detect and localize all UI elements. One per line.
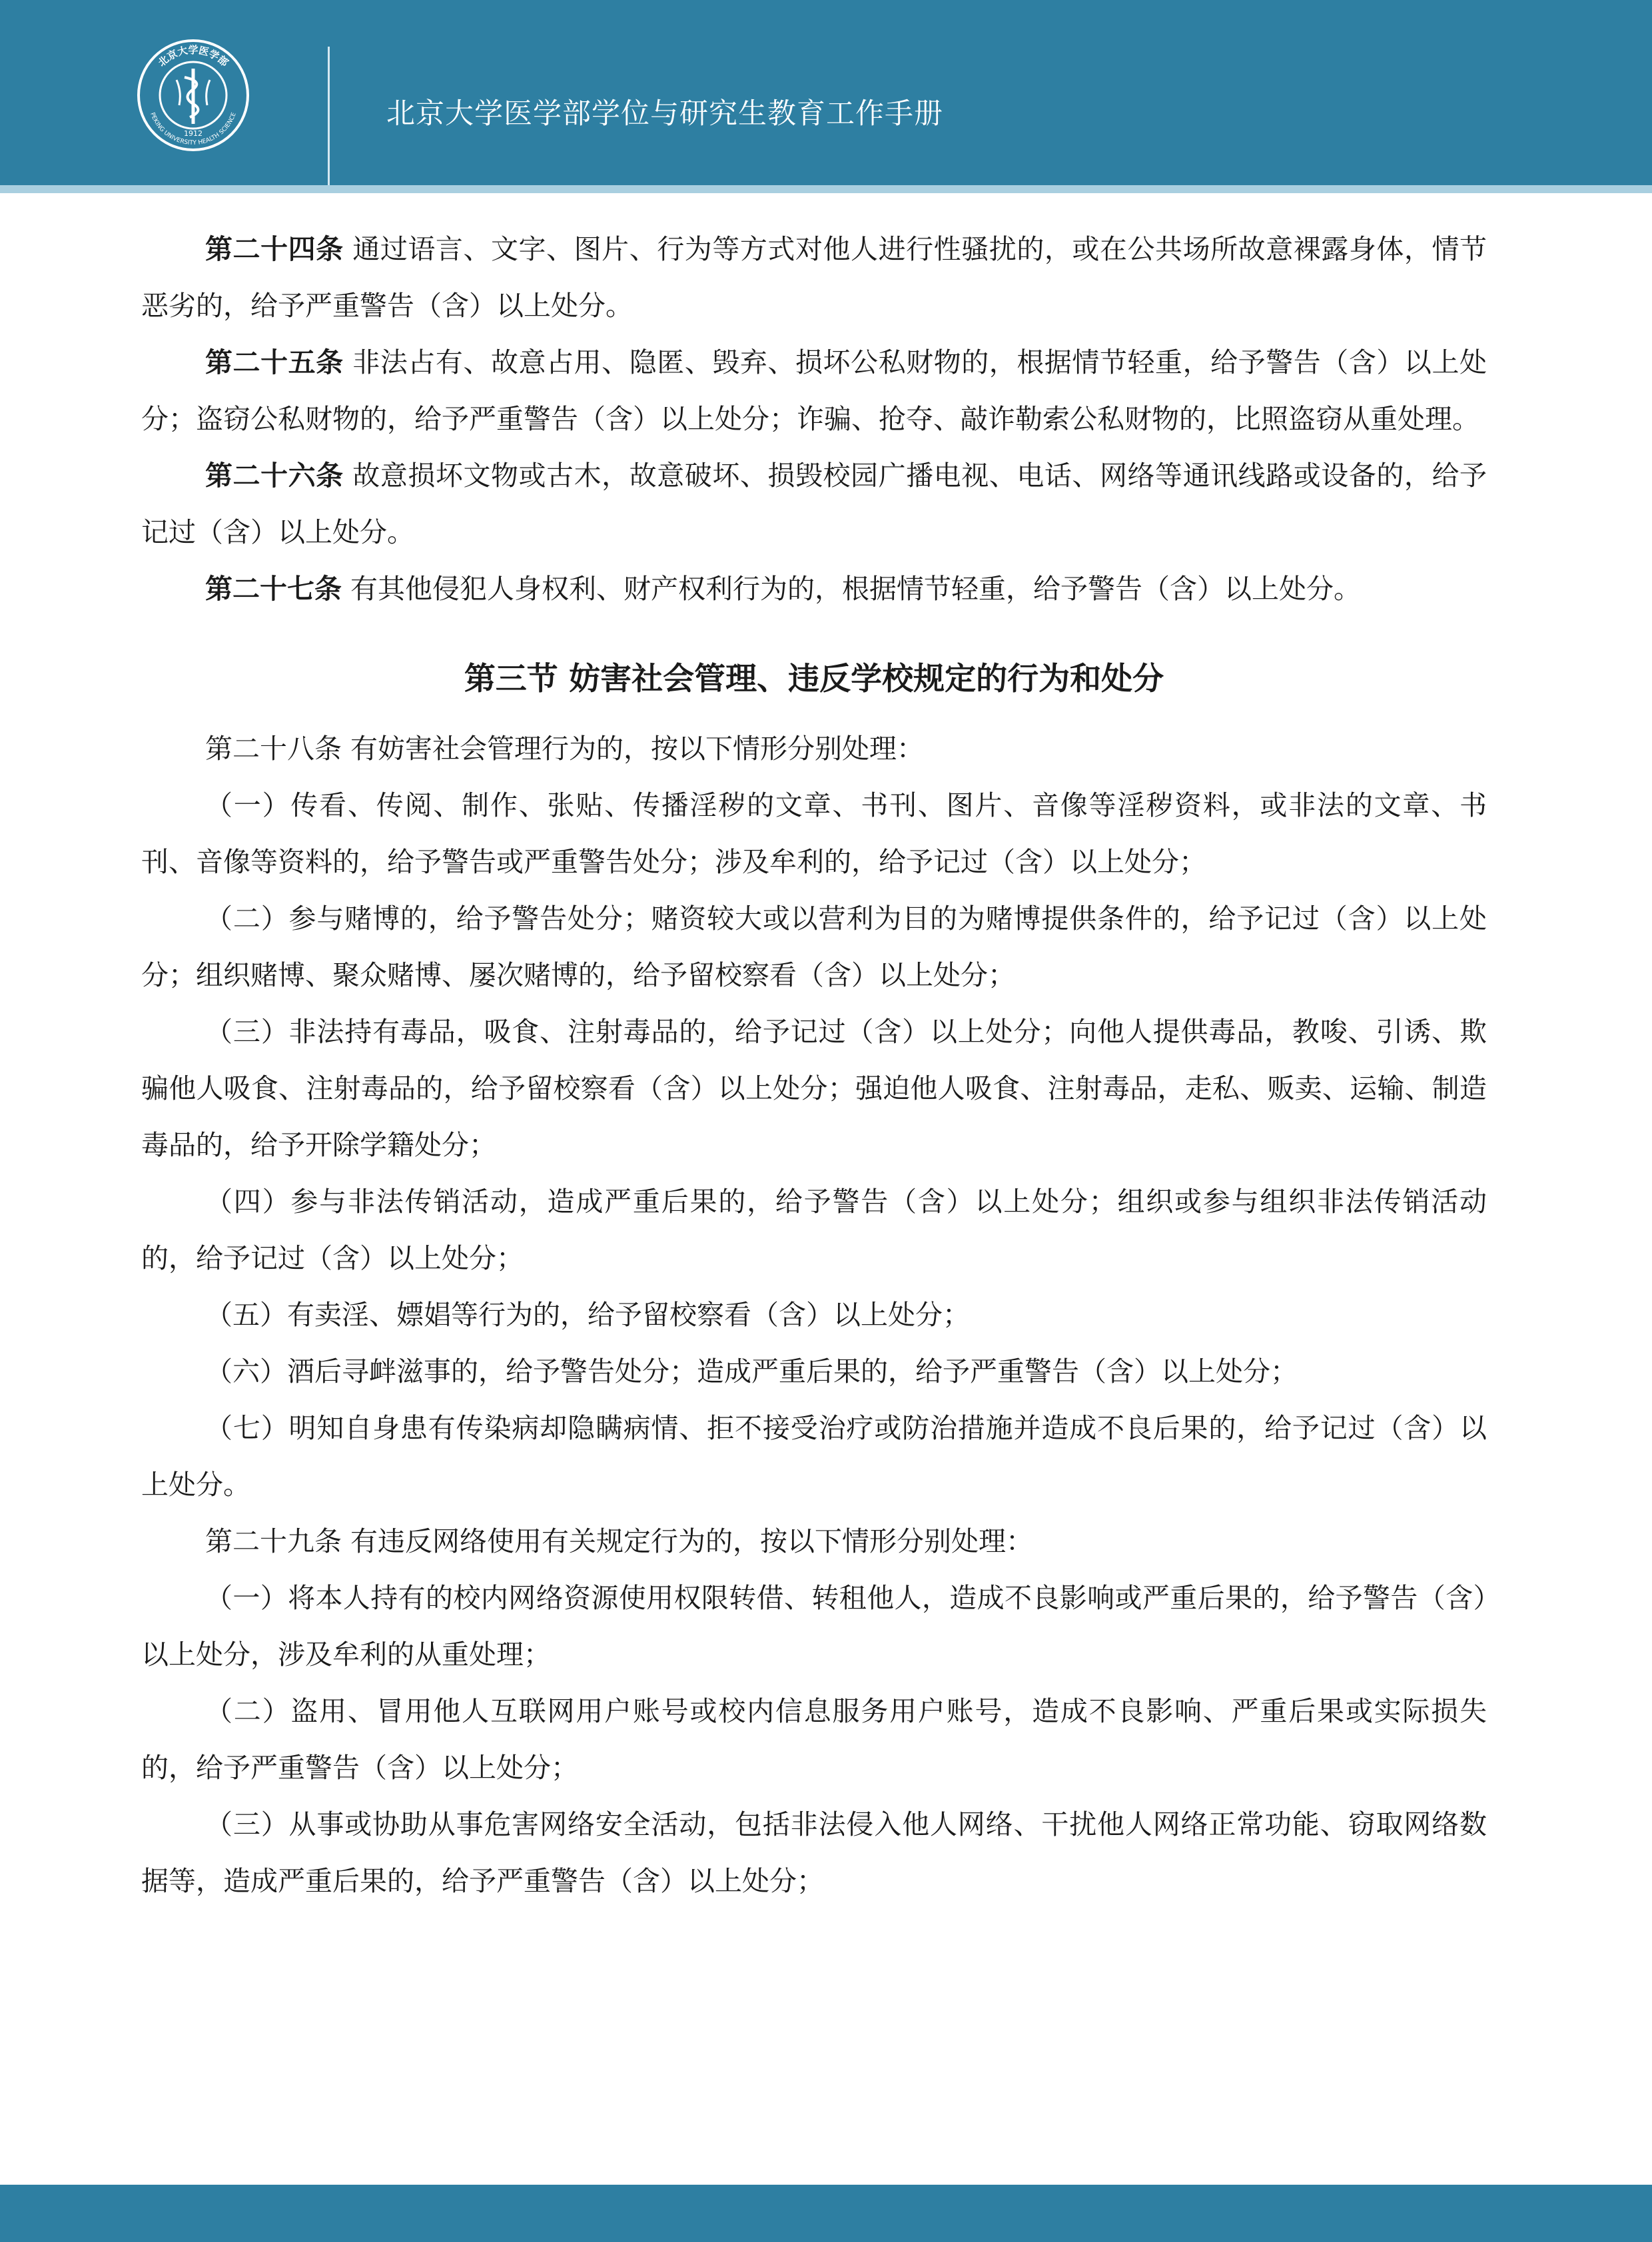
list-item: （三）非法持有毒品，吸食、注射毒品的，给予记过（含）以上处分；向他人提供毒品，教唆、引诱、欺骗他人吸食、注射毒品的，给予留校察看（含）以上处分；强迫他人吸食、注射毒品，走私、贩卖、运输、制造毒品的，给予开除学籍处分； [141, 1016, 1487, 1161]
article-number: 第二十八条 [205, 733, 342, 765]
header-divider [328, 47, 330, 185]
article-28 [141, 721, 1487, 777]
section-title: 第三节 妨害社会管理、违反学校规定的行为和处分 [464, 661, 1164, 697]
page-footer [0, 2185, 1652, 2242]
list-item: （三）从事或协助从事危害网络安全活动，包括非法侵入他人网络、干扰他人网络正常功能、窃取网络数据等，造成严重后果的，给予严重警告（含）以上处分； [141, 1808, 1487, 1897]
article-27 [141, 561, 1487, 617]
article-text: 通过语言、文字、图片、行为等方式对他人进行性骚扰的，或在公共场所故意裸露身体，情节恶劣的，给予严重警告（含）以上处分。 [141, 233, 1487, 322]
article-text: 故意损坏文物或古木，故意破坏、损毁校园广播电视、电话、网络等通讯线路或设备的，给予记过（含）以上处分。 [141, 460, 1487, 548]
article-number: 第二十六条 [205, 460, 344, 492]
seal-text-bottom: PEKING UNIVERSITY HEALTH SCIENCE [149, 111, 238, 147]
article-number: 第二十七条 [205, 573, 342, 605]
list-item: （五）有卖淫、嫖娼等行为的，给予留校察看（含）以上处分； [205, 1299, 970, 1331]
document-body [141, 221, 1487, 1910]
article-text: 有妨害社会管理行为的，按以下情形分别处理： [350, 733, 925, 765]
article-25 [141, 334, 1487, 448]
article-29 [141, 1513, 1487, 1570]
seal-year: 1912 [184, 129, 203, 138]
handbook-title: 北京大学医学部学位与研究生教育工作手册 [386, 97, 943, 131]
article-number: 第二十四条 [205, 233, 344, 265]
article-number: 第二十五条 [205, 346, 344, 378]
list-item: （一）传看、传阅、制作、张贴、传播淫秽的文章、书刊、图片、音像等淫秽资料，或非法的文章、书刊、音像等资料的，给予警告或严重警告处分；涉及牟利的，给予记过（含）以上处分； [141, 789, 1487, 878]
article-text: 有其他侵犯人身权利、财产权利行为的，根据情节轻重，给予警告（含）以上处分。 [350, 573, 1362, 605]
list-item: （四）参与非法传销活动，造成严重后果的，给予警告（含）以上处分；组织或参与组织非法传销活动的，给予记过（含）以上处分； [141, 1186, 1487, 1274]
header-accent-band [0, 185, 1652, 193]
seal-text-top: 北京大学医学部 [155, 44, 231, 69]
list-item: （二）参与赌博的，给予警告处分；赌资较大或以营利为目的为赌博提供条件的，给予记过（含）以上处分；组织赌博、聚众赌博、屡次赌博的，给予留校察看（含）以上处分； [141, 903, 1487, 991]
article-24 [141, 221, 1487, 334]
article-text: 非法占有、故意占用、隐匿、毁弃、损坏公私财物的，根据情节轻重，给予警告（含）以上处分；盗窃公私财物的，给予严重警告（含）以上处分；诈骗、抢夺、敲诈勒索公私财物的，比照盗窃从重处理。 [141, 346, 1487, 435]
list-item: （二）盗用、冒用他人互联网用户账号或校内信息服务用户账号，造成不良影响、严重后果或实际损失的，给予严重警告（含）以上处分； [141, 1695, 1487, 1784]
university-seal-icon [137, 39, 250, 152]
article-26 [141, 448, 1487, 561]
list-item: （六）酒后寻衅滋事的，给予警告处分；造成严重后果的，给予严重警告（含）以上处分； [205, 1355, 1298, 1387]
list-item: （一）将本人持有的校内网络资源使用权限转借、转租他人，造成不良影响或严重后果的，给予警告（含）以上处分，涉及牟利的从重处理； [141, 1582, 1487, 1671]
article-number: 第二十九条 [205, 1525, 342, 1557]
list-item: （七）明知自身患有传染病却隐瞒病情、拒不接受治疗或防治措施并造成不良后果的，给予记过（含）以上处分。 [141, 1412, 1487, 1501]
article-text: 有违反网络使用有关规定行为的，按以下情形分别处理： [350, 1525, 1034, 1557]
